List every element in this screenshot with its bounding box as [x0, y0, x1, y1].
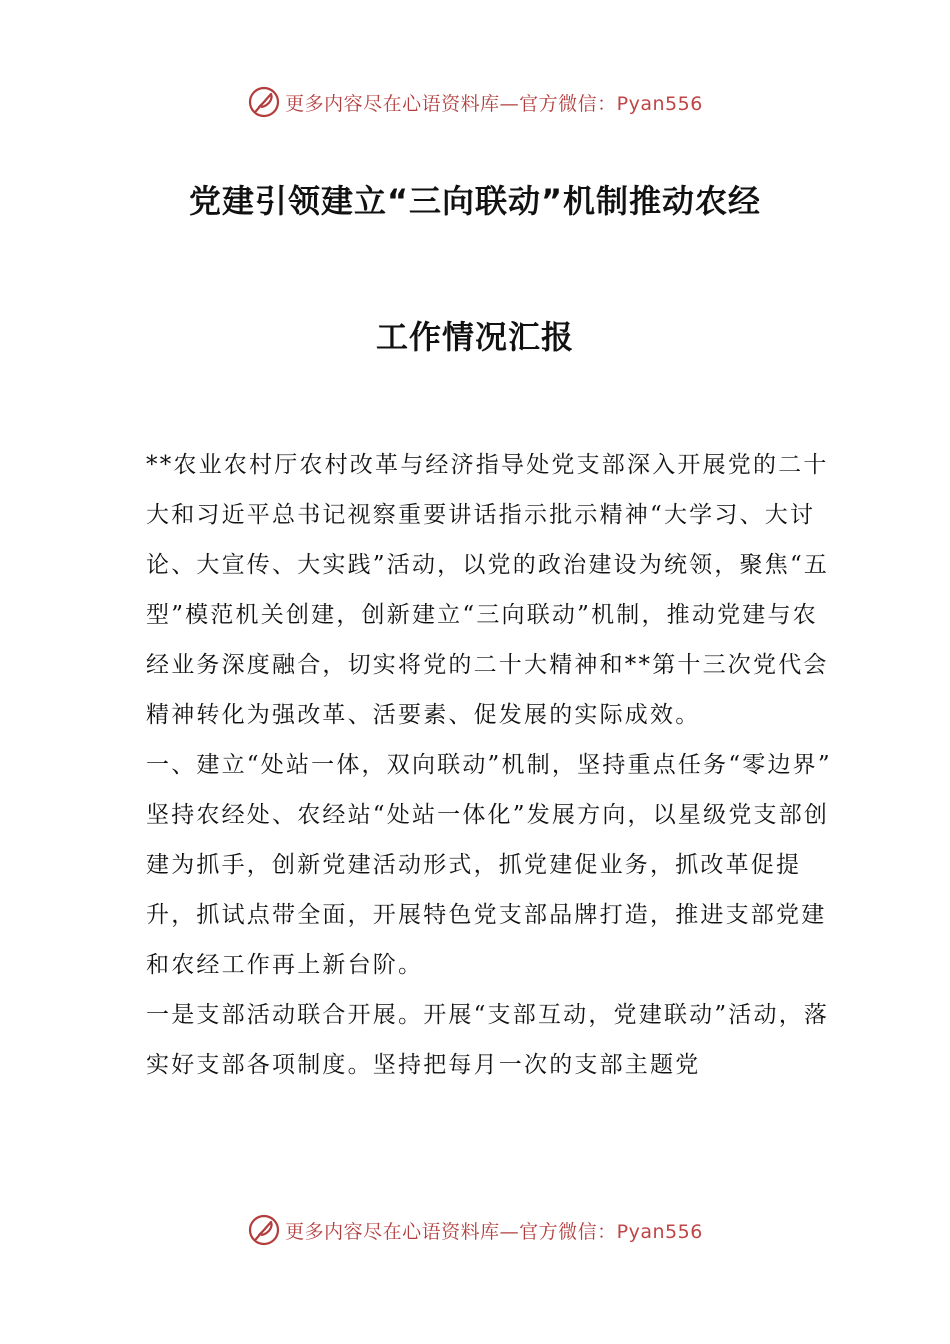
watermark-banner-bottom	[0, 1210, 950, 1250]
watermark-text-cn: 更多内容尽在心语资料库—官方微信：	[285, 1220, 617, 1243]
watermark-banner-top	[0, 82, 950, 122]
watermark-text-en: Pyan556	[616, 1220, 703, 1243]
feather-pen-logo-icon	[247, 85, 281, 119]
document-title-line1: 党建引领建立“三向联动”机制推动农经	[188, 182, 762, 220]
watermark-text-en: Pyan556	[616, 92, 703, 115]
watermark-text-cn: 更多内容尽在心语资料库—官方微信：	[285, 92, 617, 115]
paragraph-point-1: 一是支部活动联合开展。开展“支部互动，党建联动”活动，落实好支部各项制度。坚持把每月一次的支部主题党	[146, 1002, 830, 1078]
paragraph-intro: **农业农村厅农村改革与经济指导处党支部深入开展党的二十大和习近平总书记视察重要讲话指示批示精神“大学习、大讨论、大宣传、大实践”活动，以党的政治建设为统领，聚焦“五型”模范机关创建，创新建立“三向联动”机制，推动党建与农经业务深度融合，切实将党的二十大精神和**第十三次党代会精神转化为强改革、活要素、促发展的实际成效。	[146, 452, 830, 728]
document-title-line2: 工作情况汇报	[375, 318, 574, 356]
feather-pen-logo-icon	[247, 1213, 281, 1247]
watermark-text	[285, 89, 703, 116]
section-heading-1: 一、建立“处站一体，双向联动”机制，坚持重点任务“零边界”	[146, 752, 832, 778]
paragraph-section-1: 坚持农经处、农经站“处站一体化”发展方向，以星级党支部创建为抓手，创新党建活动形式，抓党建促业务，抓改革促提升，抓试点带全面，开展特色党支部品牌打造，推进支部党建和农经工作再上新台阶。	[146, 802, 830, 978]
watermark-text	[285, 1217, 703, 1244]
document-body	[146, 440, 836, 1090]
